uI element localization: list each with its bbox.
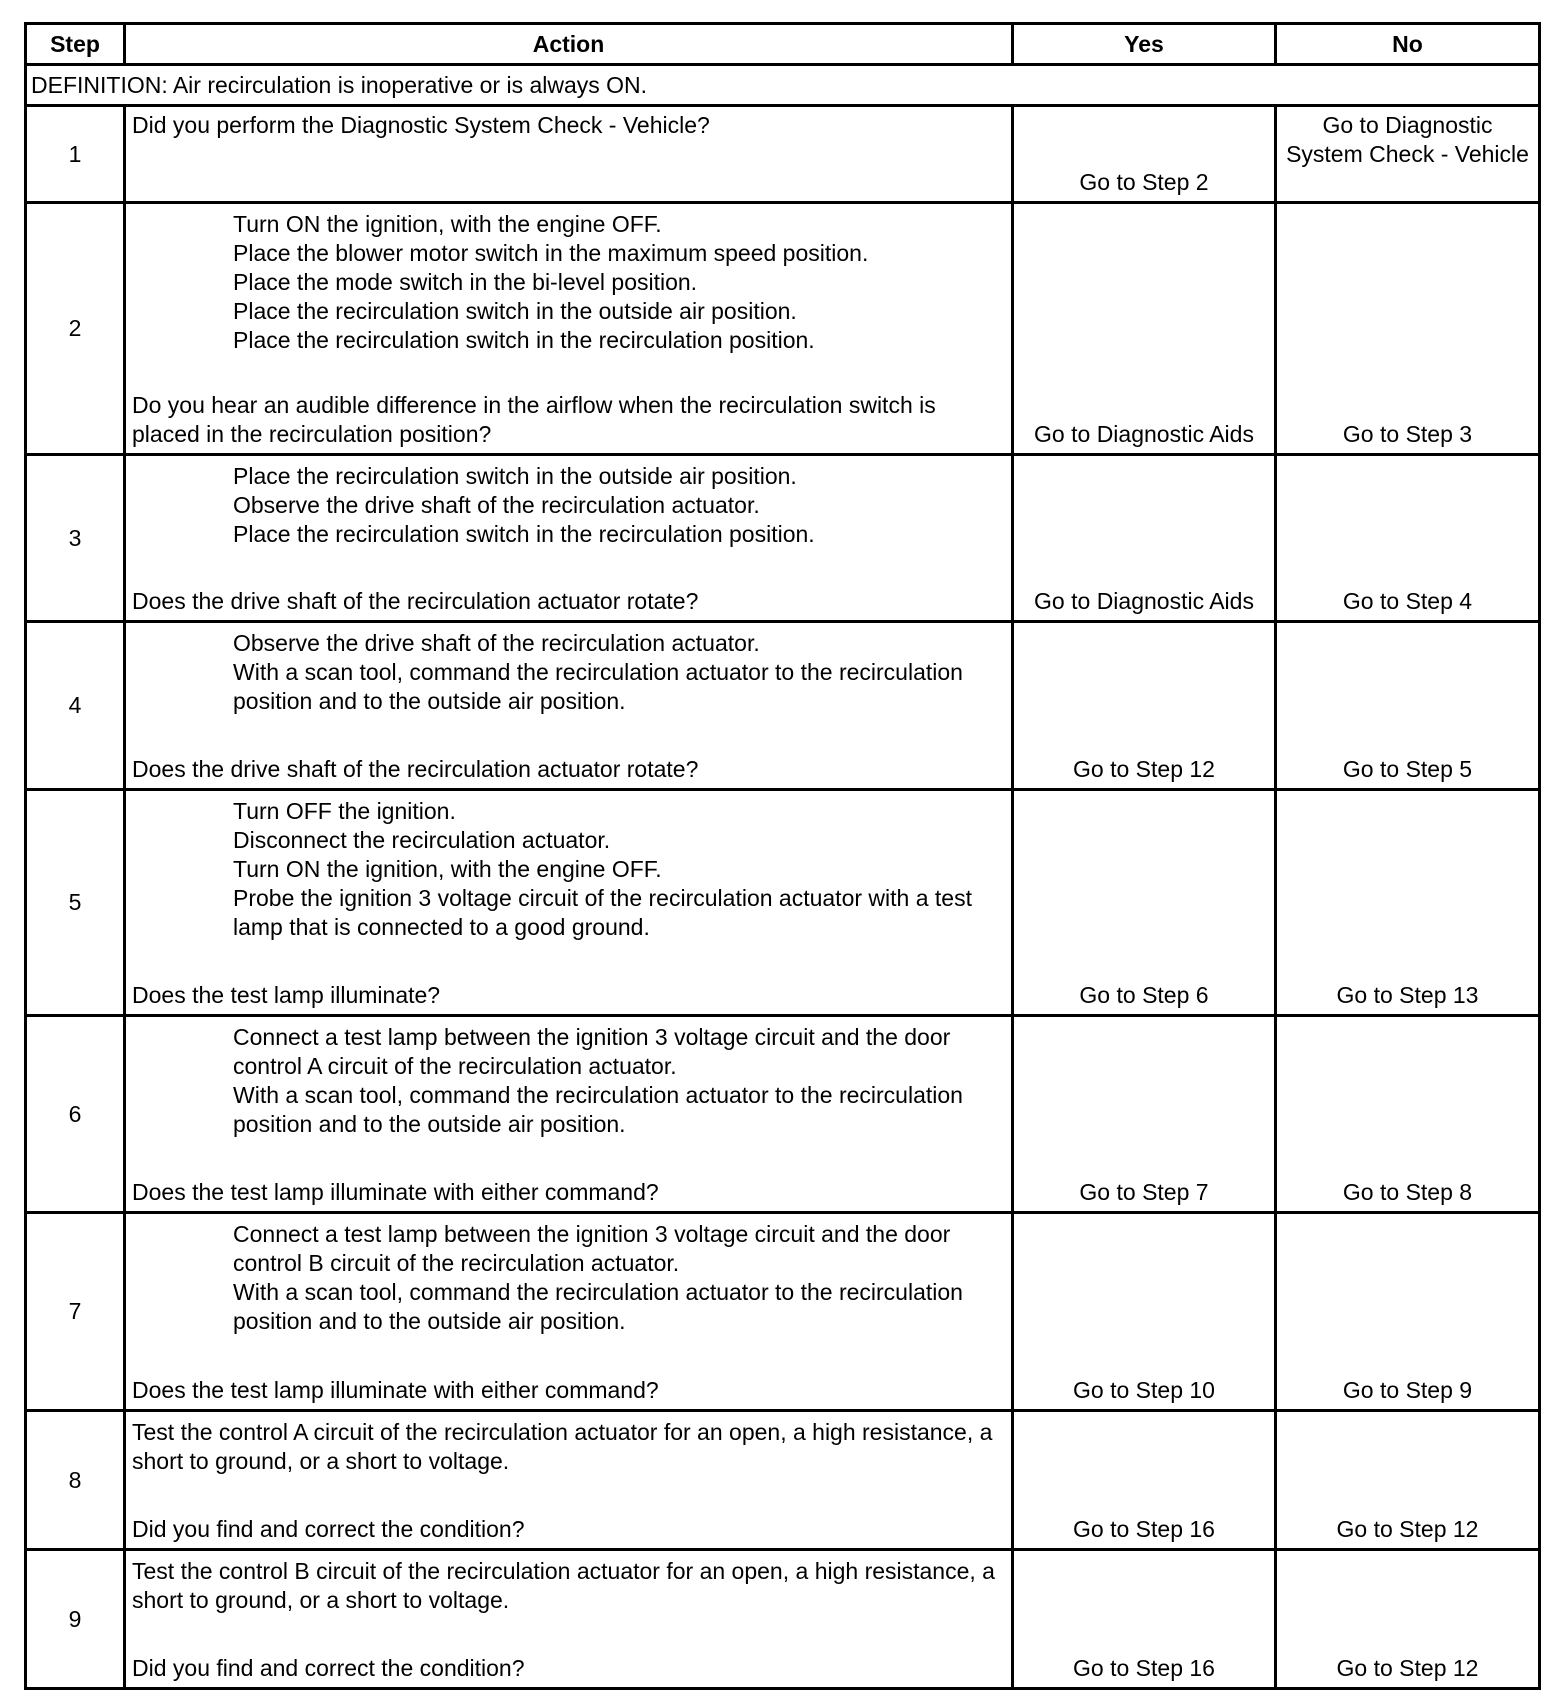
instruction-list <box>132 1220 1005 1336</box>
action-cell <box>125 455 1013 622</box>
instruction-item: With a scan tool, command the recirculation actuator to the recirculation position and to the outside air position. <box>233 659 963 714</box>
table-row <box>26 1411 1540 1550</box>
instruction-item: Connect a test lamp between the ignition 3 voltage circuit and the door control A circuit of the recirculation actuator. <box>233 1024 951 1079</box>
step-number: 4 <box>26 622 125 790</box>
action-cell <box>125 790 1013 1016</box>
table-row <box>26 1550 1540 1689</box>
yes-result: Go to Step 2 <box>1013 106 1276 203</box>
step-number: 3 <box>26 455 125 622</box>
no-result: Go to Step 12 <box>1276 1411 1540 1550</box>
question-text: Does the test lamp illuminate with either command? <box>132 1179 659 1205</box>
question-text: Did you perform the Diagnostic System Check - Vehicle? <box>132 112 710 138</box>
header-yes: Yes <box>1013 24 1276 65</box>
question-text: Did you find and correct the condition? <box>132 1516 525 1542</box>
step-number: 2 <box>26 203 125 455</box>
instruction-item: Turn OFF the ignition. <box>233 798 456 824</box>
action-cell <box>125 622 1013 790</box>
header-action: Action <box>125 24 1013 65</box>
question-text: Does the drive shaft of the recirculation actuator rotate? <box>132 756 699 782</box>
table-row <box>26 1213 1540 1411</box>
question-text: Does the test lamp illuminate with either command? <box>132 1377 659 1403</box>
definition-row <box>26 65 1540 106</box>
yes-result: Go to Step 10 <box>1013 1213 1276 1411</box>
no-result: Go to Step 5 <box>1276 622 1540 790</box>
instruction-item: Turn ON the ignition, with the engine OFF. <box>233 211 662 237</box>
table-row <box>26 455 1540 622</box>
instruction-item: Probe the ignition 3 voltage circuit of the recirculation actuator with a test lamp that is connected to a good ground. <box>233 885 972 940</box>
action-cell <box>125 1213 1013 1411</box>
step-number: 5 <box>26 790 125 1016</box>
header-no: No <box>1276 24 1540 65</box>
yes-result: Go to Step 6 <box>1013 790 1276 1016</box>
step-number: 8 <box>26 1411 125 1550</box>
instruction-list <box>132 629 1005 716</box>
diagnostic-table <box>24 22 1541 1690</box>
table-row <box>26 790 1540 1016</box>
table-row <box>26 203 1540 455</box>
yes-result: Go to Step 7 <box>1013 1016 1276 1213</box>
instruction-item: Turn ON the ignition, with the engine OFF. <box>233 856 662 882</box>
no-result: Go to Step 9 <box>1276 1213 1540 1411</box>
test-instruction: Test the control A circuit of the recirculation actuator for an open, a high resistance, a short to ground, or a short to voltage. <box>132 1419 993 1474</box>
question-text: Did you find and correct the condition? <box>132 1655 525 1681</box>
instruction-item: Place the recirculation switch in the recirculation position. <box>233 327 815 353</box>
no-result: Go to Step 3 <box>1276 203 1540 455</box>
step-number: 1 <box>26 106 125 203</box>
no-result: Go to Step 12 <box>1276 1550 1540 1689</box>
header-step: Step <box>26 24 125 65</box>
test-instruction: Test the control B circuit of the recirculation actuator for an open, a high resistance, a short to ground, or a short to voltage. <box>132 1558 995 1613</box>
no-result: Go to Step 8 <box>1276 1016 1540 1213</box>
instruction-item: Connect a test lamp between the ignition 3 voltage circuit and the door control B circuit of the recirculation actuator. <box>233 1221 951 1276</box>
table-row <box>26 1016 1540 1213</box>
instruction-item: Place the recirculation switch in the recirculation position. <box>233 521 815 547</box>
instruction-item: Place the recirculation switch in the outside air position. <box>233 463 797 489</box>
instruction-item: Place the recirculation switch in the outside air position. <box>233 298 797 324</box>
no-result: Go to Diagnostic System Check - Vehicle <box>1276 106 1540 203</box>
no-result: Go to Step 4 <box>1276 455 1540 622</box>
action-cell <box>125 1016 1013 1213</box>
step-number: 7 <box>26 1213 125 1411</box>
table-row <box>26 622 1540 790</box>
header-row <box>26 24 1540 65</box>
instruction-list <box>132 1023 1005 1139</box>
no-result: Go to Step 13 <box>1276 790 1540 1016</box>
instruction-list <box>132 797 1005 942</box>
instruction-list <box>132 462 1005 549</box>
instruction-item: With a scan tool, command the recirculation actuator to the recirculation position and to the outside air position. <box>233 1279 963 1334</box>
yes-result: Go to Diagnostic Aids <box>1013 455 1276 622</box>
step-number: 9 <box>26 1550 125 1689</box>
instruction-item: With a scan tool, command the recirculation actuator to the recirculation position and to the outside air position. <box>233 1082 963 1137</box>
question-text: Do you hear an audible difference in the airflow when the recirculation switch is placed in the recirculation position? <box>132 392 936 447</box>
instruction-item: Disconnect the recirculation actuator. <box>233 827 611 853</box>
question-text: Does the drive shaft of the recirculation actuator rotate? <box>132 588 699 614</box>
step-number: 6 <box>26 1016 125 1213</box>
definition-text: DEFINITION: Air recirculation is inoperative or is always ON. <box>26 65 1540 106</box>
instruction-item: Place the blower motor switch in the maximum speed position. <box>233 240 869 266</box>
instruction-item: Observe the drive shaft of the recirculation actuator. <box>233 492 760 518</box>
table-row <box>26 106 1540 203</box>
action-cell <box>125 106 1013 203</box>
yes-result: Go to Diagnostic Aids <box>1013 203 1276 455</box>
yes-result: Go to Step 16 <box>1013 1411 1276 1550</box>
instruction-item: Place the mode switch in the bi-level position. <box>233 269 698 295</box>
action-cell <box>125 1550 1013 1689</box>
yes-result: Go to Step 16 <box>1013 1550 1276 1689</box>
instruction-list <box>132 210 1005 355</box>
yes-result: Go to Step 12 <box>1013 622 1276 790</box>
instruction-item: Observe the drive shaft of the recirculation actuator. <box>233 630 760 656</box>
action-cell <box>125 203 1013 455</box>
question-text: Does the test lamp illuminate? <box>132 982 441 1008</box>
action-cell <box>125 1411 1013 1550</box>
